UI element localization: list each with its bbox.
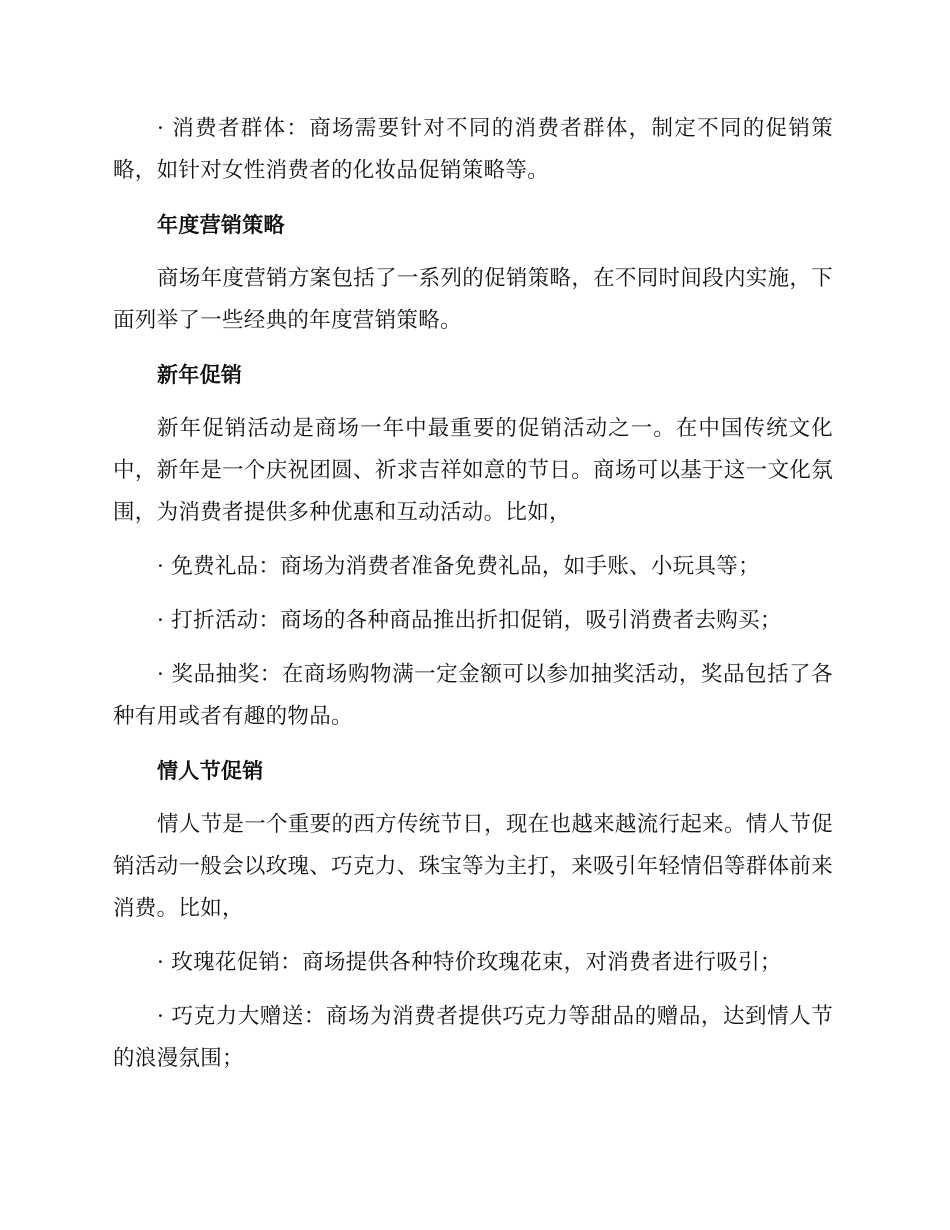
- bullet-free-gifts: · 免费礼品：商场为消费者准备免费礼品，如手账、小玩具等；: [157, 554, 760, 579]
- bullet-rose-promotion: · 玫瑰花促销：商场提供各种特价玫瑰花束，对消费者进行吸引；: [157, 950, 782, 975]
- bullet-chocolate-giveaway: · 巧克力大赠送：商场为消费者提供巧克力等甜品的赠品，达到情人节的浪漫氛围；: [113, 1004, 833, 1071]
- para-new-year-intro: 新年促销活动是商场一年中最重要的促销活动之一。在中国传统文化中，新年是一个庆祝团圆、祈求吉祥如意的节日。商场可以基于这一文化氛围，为消费者提供多种优惠和互动活动。比如，: [113, 416, 833, 525]
- para-valentines-intro: 情人节是一个重要的西方传统节日，现在也越来越流行起来。情人节促销活动一般会以玫瑰、巧克力、珠宝等为主打，来吸引年轻情侣等群体前来消费。比如，: [113, 812, 833, 921]
- para-annual-intro: 商场年度营销方案包括了一系列的促销策略，在不同时间段内实施，下面列举了一些经典的年度营销策略。: [113, 266, 833, 333]
- bullet-discount-activity: · 打折活动：商场的各种商品推出折扣促销，吸引消费者去购买；: [157, 608, 782, 633]
- bullet-prize-draw: · 奖品抽奖：在商场购物满一定金额可以参加抽奖活动，奖品包括了各种有用或者有趣的物品。: [113, 662, 833, 729]
- heading-valentines-promotion: 情人节促销: [157, 759, 264, 783]
- bullet-consumer-groups: · 消费者群体：商场需要针对不同的消费者群体，制定不同的促销策略，如针对女性消费者的化妆品促销策略等。: [113, 116, 833, 183]
- document-body: [113, 108, 833, 1092]
- heading-annual-marketing-strategy: 年度营销策略: [157, 213, 285, 237]
- heading-new-year-promotion: 新年促销: [157, 363, 243, 387]
